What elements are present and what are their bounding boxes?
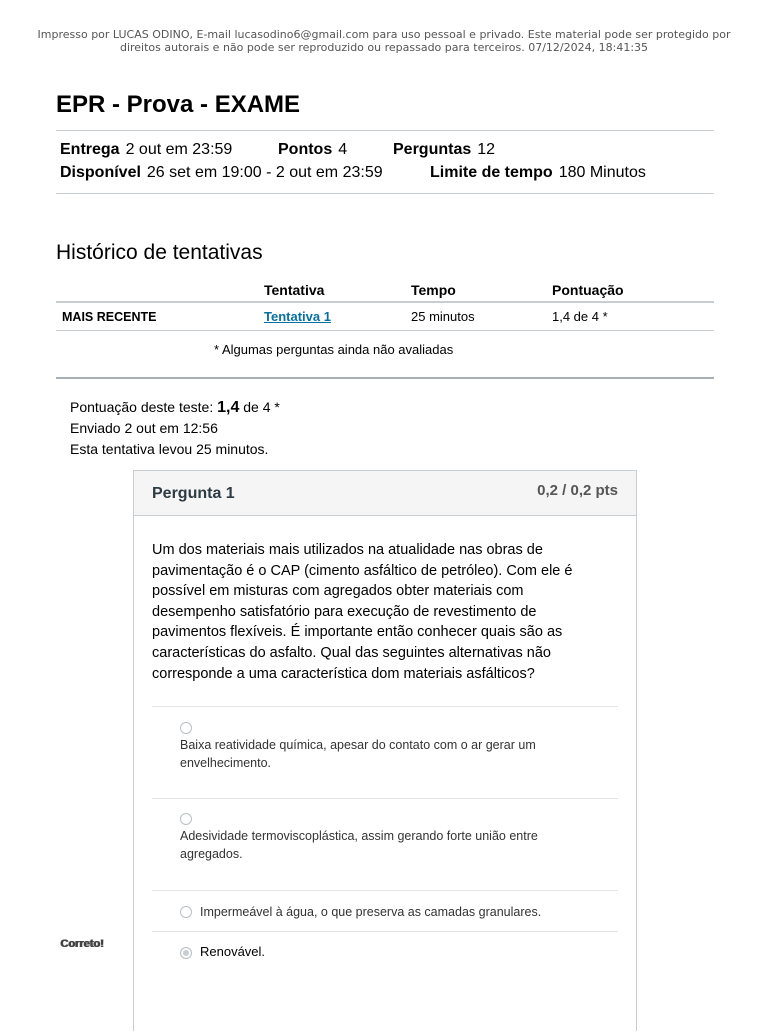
table-header-row xyxy=(56,279,714,302)
page-title: EPR - Prova - EXAME xyxy=(56,91,301,118)
disponivel-item xyxy=(60,164,383,182)
section-divider xyxy=(56,377,714,379)
score-prefix: Pontuação deste teste: xyxy=(70,399,218,415)
answer-text: Impermeável à água, o que preserva as camadas granulares. xyxy=(200,905,542,919)
perguntas-item xyxy=(393,141,495,159)
score-suffix: de 4 * xyxy=(239,399,280,415)
perguntas-label: Perguntas xyxy=(393,141,472,158)
answer-option-3[interactable] xyxy=(152,890,618,932)
question-points: 0,2 / 0,2 pts xyxy=(537,482,618,499)
answer-text: Renovável. xyxy=(200,944,266,959)
question-text: Um dos materiais mais utilizados na atualidade nas obras de pavimentação é o CAP (cimento asfáltico de petróleo). Com ele é possível em misturas com agregados obter materiais com desempenho satisfatório para execução de revestimento de pavimentos flexíveis. É importante então conhecer quais são as características do asfalto. Qual das seguintes alternativas não corresponde a uma característica dom materiais asfálticos? xyxy=(152,542,573,682)
limite-label: Limite de tempo xyxy=(430,164,553,181)
column-header-pontuacao: Pontuação xyxy=(546,279,714,302)
question-title: Pergunta 1 xyxy=(152,485,235,502)
submitted-line: Enviado 2 out em 12:56 xyxy=(70,420,218,436)
column-header-tentativa: Tentativa xyxy=(258,279,405,302)
ungraded-footnote: * Algumas perguntas ainda não avaliadas xyxy=(214,342,454,357)
column-header-blank xyxy=(56,279,258,302)
answer-option-4[interactable] xyxy=(152,931,618,1032)
duration-line: Esta tentativa levou 25 minutos. xyxy=(70,441,269,457)
pontos-label: Pontos xyxy=(278,141,333,158)
entrega-item xyxy=(60,141,232,159)
score-line xyxy=(70,397,280,418)
radio-unselected-icon[interactable] xyxy=(180,906,192,918)
correct-answer-indicator: Correto! xyxy=(60,938,104,950)
print-watermark: Impresso por LUCAS ODINO, E-mail lucasodino6@gmail.com para uso pessoal e privado. Este material pode ser protegido por direitos autorais e não pode ser reproduzido ou repassado para terceiros. 07/12/2024, 18:41:35 xyxy=(37,28,731,54)
answer-option-1[interactable] xyxy=(152,706,618,799)
attempt-link[interactable]: Tentativa 1 xyxy=(264,309,331,324)
radio-unselected-icon[interactable] xyxy=(180,722,192,734)
attempt-history-heading: Histórico de tentativas xyxy=(56,241,263,264)
question-header xyxy=(134,471,636,516)
disponivel-value: 26 set em 19:00 - 2 out em 23:59 xyxy=(146,164,383,181)
column-header-tempo: Tempo xyxy=(405,279,546,302)
quiz-details xyxy=(56,130,714,194)
answer-option-2[interactable] xyxy=(152,798,618,891)
radio-selected-icon[interactable] xyxy=(180,947,192,959)
limite-value: 180 Minutos xyxy=(558,164,646,181)
attempt-label: MAIS RECENTE xyxy=(56,302,258,331)
radio-unselected-icon[interactable] xyxy=(180,813,192,825)
entrega-value: 2 out em 23:59 xyxy=(125,141,233,158)
pontos-item xyxy=(278,141,347,159)
entrega-label: Entrega xyxy=(60,141,120,158)
pontos-value: 4 xyxy=(338,141,348,158)
perguntas-value: 12 xyxy=(477,141,496,158)
attempt-time: 25 minutos xyxy=(405,302,546,331)
score-summary xyxy=(70,397,280,460)
attempt-history-table xyxy=(56,279,714,331)
disponivel-label: Disponível xyxy=(60,164,141,181)
answer-text: Adesividade termoviscoplástica, assim gerando forte união entre agregados. xyxy=(180,829,538,861)
attempt-score: 1,4 de 4 * xyxy=(546,302,714,331)
limite-item xyxy=(430,164,646,182)
attempt-cell xyxy=(258,302,405,331)
question-card xyxy=(133,470,637,1031)
table-row xyxy=(56,302,714,331)
answer-text: Baixa reatividade química, apesar do contato com o ar gerar um envelhecimento. xyxy=(180,738,536,770)
score-value: 1,4 xyxy=(217,399,240,416)
